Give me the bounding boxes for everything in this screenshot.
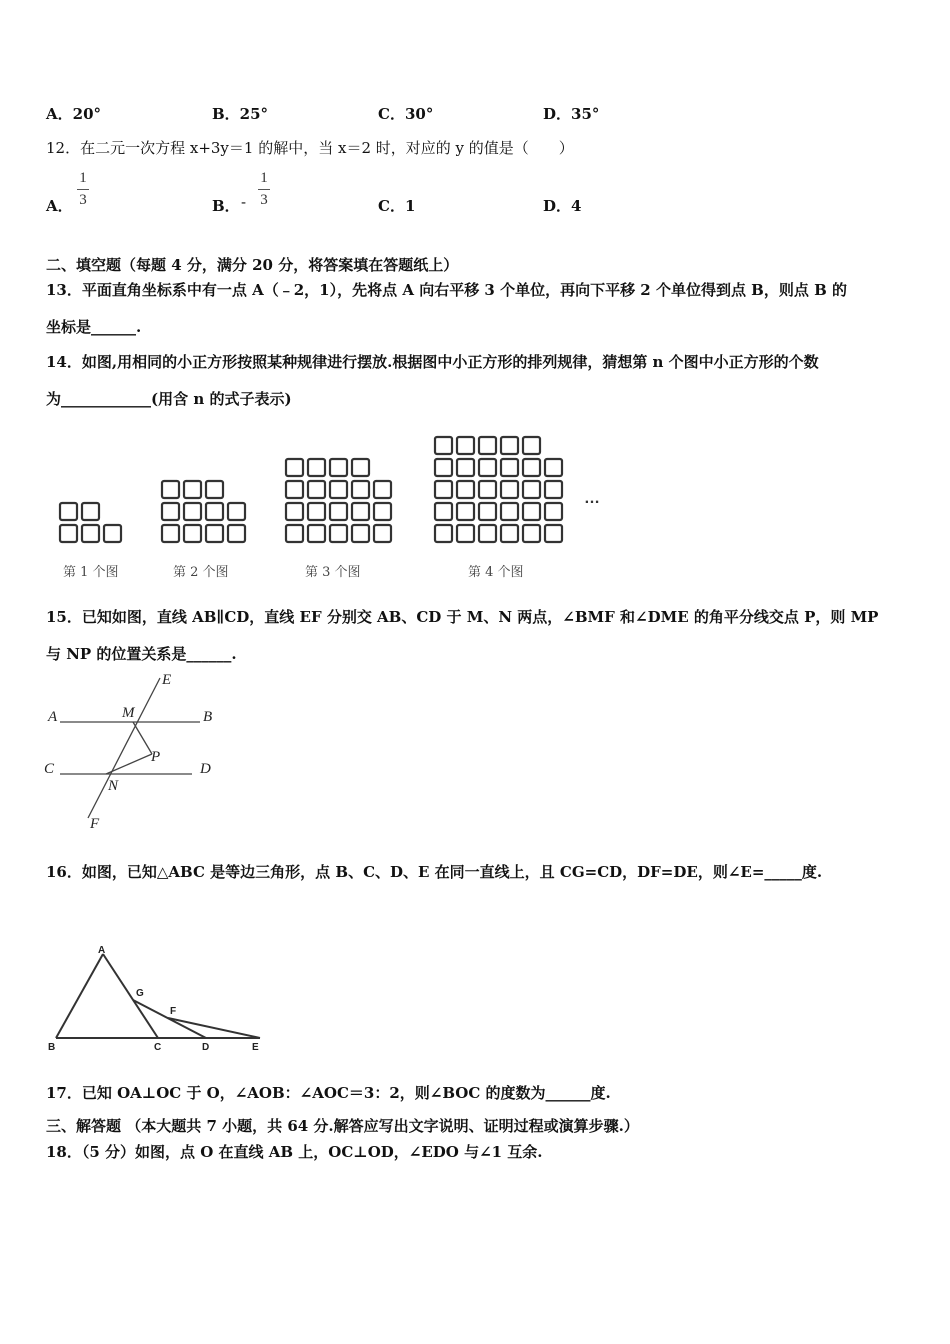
label-g: G [136,988,144,999]
small-square [457,525,474,542]
q12-option-c: C．1 [378,197,416,215]
q13-line1: 13．平面直角坐标系中有一点 A（﹣2，1），先将点 A 向右平移 3 个单位，再向下平移 2 个单位得到点 B，则点 B 的 [46,281,847,299]
q11-option-d: D．35° [543,105,600,123]
small-square [457,503,474,520]
small-square [352,503,369,520]
q12-option-b-sign: - [241,193,247,211]
label-f: F [170,1006,177,1017]
label-c: C [44,761,55,777]
small-square [308,459,325,476]
q11-option-a: A．20° [46,105,102,123]
q12-option-a-fraction: 1 3 [75,170,91,209]
small-square [228,525,245,542]
small-square [206,481,223,498]
small-square [457,437,474,454]
small-square [435,503,452,520]
q14-line2: 为____________(用含 n 的式子表示) [46,390,292,408]
small-square [352,481,369,498]
small-square [479,503,496,520]
label-a: A [48,709,58,725]
small-square [330,459,347,476]
small-square [479,459,496,476]
q12-option-d: D．4 [543,197,582,215]
small-square [523,525,540,542]
small-square [457,481,474,498]
small-square [501,437,518,454]
q18-text: 18．（5 分）如图，点 O 在直线 AB 上，OC⊥OD，∠EDO 与∠1 互余. [46,1143,543,1161]
label-e: E [162,672,172,688]
small-square [374,503,391,520]
q12-stem: 12．在二元一次方程 x+3y＝1 的解中，当 x＝2 时，对应的 y 的值是（ ） [46,139,574,157]
label-c: C [154,1042,162,1053]
small-square [501,503,518,520]
small-square [501,525,518,542]
label-e: E [252,1042,259,1053]
small-square [184,481,201,498]
small-square [435,459,452,476]
small-square [206,525,223,542]
small-square [330,503,347,520]
label-b: B [48,1042,56,1053]
segment-np [106,754,152,774]
small-square [286,503,303,520]
small-square [435,481,452,498]
small-square [479,481,496,498]
small-square [206,503,223,520]
label-d: D [202,1042,210,1053]
small-square [162,503,179,520]
small-square [330,525,347,542]
label-p: P [151,749,161,765]
small-square [162,481,179,498]
small-square [501,459,518,476]
small-square [523,503,540,520]
small-square [479,437,496,454]
small-square [308,525,325,542]
label-f: F [90,816,100,832]
q12-option-b-fraction: 1 3 [256,170,272,209]
small-square [501,481,518,498]
small-square [352,525,369,542]
small-square [479,525,496,542]
q14-square-pattern-figure [40,425,620,555]
label-d: D [200,761,211,777]
section-3-heading: 三、解答题 （本大题共 7 小题，共 64 分.解答应写出文字说明、证明过程或演算步骤.） [46,1117,639,1135]
small-square [545,481,562,498]
q16-text: 16．如图，已知△ABC 是等边三角形，点 B、C、D、E 在同一直线上，且 CG=CD，DF=DE，则∠E=_____度. [46,863,823,881]
q14-caption-4: 第 4 个图 [468,565,524,580]
small-square [457,459,474,476]
small-square [82,503,99,520]
small-square [60,503,77,520]
small-square [184,525,201,542]
label-a: A [98,945,106,956]
small-square [60,525,77,542]
small-square [435,437,452,454]
q12-option-a-label: A． [46,197,73,215]
q17-text: 17．已知 OA⊥OC 于 O，∠AOB：∠AOC＝3：2，则∠BOC 的度数为______度. [46,1084,611,1102]
q14-ellipsis: … [584,490,600,507]
line-ef [88,678,160,818]
side-ab [56,954,103,1038]
small-square [286,481,303,498]
q15-parallel-lines-figure [40,668,230,833]
q12-option-b-label: B． [212,197,240,215]
small-square [545,503,562,520]
q11-option-b: B．25° [212,105,269,123]
small-square [82,525,99,542]
segment-fe [168,1018,260,1038]
small-square [104,525,121,542]
q15-line2: 与 NP 的位置关系是______. [46,645,237,663]
q14-caption-2: 第 2 个图 [173,565,229,580]
label-b: B [203,709,213,725]
small-square [545,525,562,542]
small-square [184,503,201,520]
small-square [352,459,369,476]
small-square [523,437,540,454]
small-square [308,481,325,498]
q14-caption-3: 第 3 个图 [305,565,361,580]
section-2-heading: 二、填空题（每题 4 分，满分 20 分，将答案填在答题纸上） [46,256,459,274]
label-n: N [108,778,119,794]
small-square [374,525,391,542]
q14-caption-1: 第 1 个图 [63,565,119,580]
side-ac [103,954,158,1038]
small-square [330,481,347,498]
small-square [228,503,245,520]
small-square [545,459,562,476]
label-m: M [122,705,135,721]
small-square [523,481,540,498]
small-square [308,503,325,520]
q14-line1: 14．如图,用相同的小正方形按照某种规律进行摆放.根据图中小正方形的排列规律，猜想第 n 个图中小正方形的个数 [46,353,819,371]
small-square [374,481,391,498]
segment-mp [133,722,152,754]
q16-triangle-figure [40,940,270,1055]
small-square [286,459,303,476]
q13-line2: 坐标是______. [46,318,142,336]
small-square [286,525,303,542]
small-square [162,525,179,542]
small-square [435,525,452,542]
q15-line1: 15．已知如图，直线 AB∥CD，直线 EF 分别交 AB、CD 于 M、N 两点，∠BMF 和∠DME 的角平分线交点 P，则 MP [46,608,879,626]
q11-option-c: C．30° [378,105,434,123]
small-square [523,459,540,476]
